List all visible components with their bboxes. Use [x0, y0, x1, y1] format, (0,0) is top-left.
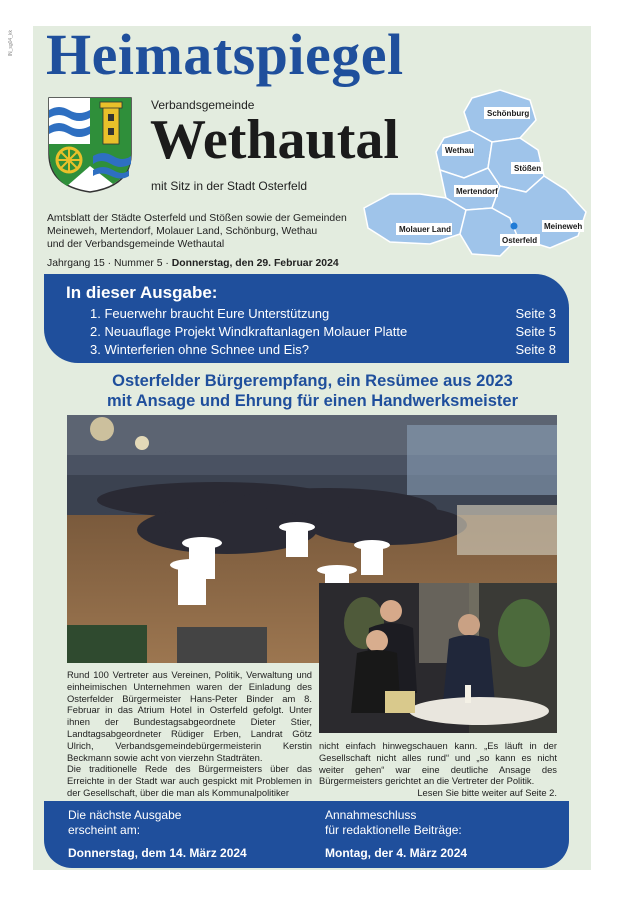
map-label-osterfeld: Osterfeld	[502, 236, 538, 245]
side-print-code: IN_sg04_kk	[8, 30, 14, 57]
next-issue-line: Die nächste Ausgabe	[68, 808, 182, 822]
article-paragraph: Die traditionelle Rede des Bürgermeisters über das Erreichte in der Stadt war auch gespickt mit Problemen in der Gesellschaft, über die man als Kommunalpolitiker	[67, 763, 312, 798]
next-issue-line: erscheint am:	[68, 823, 141, 837]
next-issue-label	[68, 808, 181, 838]
map-label-mertendorf: Mertendorf	[456, 187, 498, 196]
headline-line: mit Ansage und Ehrung für einen Handwerksmeister	[106, 392, 519, 410]
coat-of-arms-icon	[47, 96, 133, 194]
issue-number: Jahrgang 15 · Nummer 5 ·	[47, 258, 172, 269]
map-label-wethau: Wethau	[445, 146, 474, 155]
toc-item[interactable]	[90, 342, 556, 357]
map-label-molauer-land: Molauer Land	[399, 225, 452, 234]
toc-item-page: Seite 8	[515, 342, 556, 357]
amtsblatt-line: und der Verbandsgemeinde Wethautal	[47, 239, 225, 250]
map-label-schoenburg: Schönburg	[487, 109, 530, 118]
masthead-title: Heimatspiegel	[46, 22, 404, 87]
issue-info	[47, 258, 339, 269]
deadline-date: Montag, der 4. März 2024	[325, 846, 468, 860]
headline-line: Osterfelder Bürgerempfang, ein Resümee aus 2023	[112, 372, 513, 390]
amtsblatt-description	[47, 212, 362, 251]
deadline-label	[325, 808, 462, 838]
toc-item-page: Seite 3	[515, 306, 556, 321]
toc-item-label: 1. Feuerwehr braucht Eure Unterstützung	[90, 306, 330, 321]
article-headline	[40, 371, 585, 411]
toc-item[interactable]	[90, 324, 556, 339]
toc-item-label: 3. Winterferien ohne Schnee und Eis?	[90, 342, 309, 357]
verbandsgemeinde-label: Verbandsgemeinde	[151, 98, 255, 112]
seat-label: mit Sitz in der Stadt Osterfeld	[151, 179, 308, 193]
toc-title: In dieser Ausgabe:	[66, 283, 218, 302]
footer-box	[44, 801, 569, 868]
deadline-line: Annahmeschluss	[325, 808, 417, 822]
map-region-molauer-land	[364, 194, 466, 244]
map-label-stoessen: Stößen	[514, 164, 542, 173]
toc-item[interactable]	[90, 306, 556, 321]
next-issue-date: Donnerstag, dem 14. März 2024	[68, 846, 247, 860]
amtsblatt-line: Amtsblatt der Städte Osterfeld und Stößen sowie der Gemeinden	[47, 213, 347, 224]
municipality-name: Wethautal	[150, 109, 399, 171]
toc-item-page: Seite 5	[515, 324, 556, 339]
article-body-left	[67, 669, 312, 799]
continue-link[interactable]: Lesen Sie bitte weiter auf Seite 2.	[417, 787, 557, 799]
issue-date: Donnerstag, den 29. Februar 2024	[171, 258, 339, 269]
table-of-contents	[44, 274, 569, 363]
map-marker-osterfeld	[511, 223, 518, 230]
award-ceremony-photo	[319, 583, 557, 733]
toc-item-label: 2. Neuauflage Projekt Windkraftanlagen Molauer Platte	[90, 324, 408, 339]
article-paragraph: nicht einfach hinwegschauen kann. „Es läuft in der Gesellschaft nicht alles rund“ und „so kann es nicht weiter gehen“ war eine deutliche Ansage des Bürgermeisters gerichtet an die Vertreter der Politik.	[319, 740, 557, 787]
article-paragraph: Rund 100 Vertreter aus Vereinen, Politik, Verwaltung und einheimischen Unternehmen waren der Einladung des Osterfelder Bürgermeister Hans-Peter Binder am 8. Februar in das Atrium Hotel in Osterfeld gefolgt. Unter ihnen der Bundestagsabgeordnete Dieter Stier, Landtagsabgeordneter Rüdiger Erben, Landrat Götz Ulrich, Verbandsgemeindebürgermeisterin Kerstin Beckmann sowie acht von vierzehn Stadträten.	[67, 669, 312, 763]
article-body-right	[319, 740, 557, 799]
deadline-line: für redaktionelle Beiträge:	[325, 823, 462, 837]
amtsblatt-line: Meineweh, Mertendorf, Molauer Land, Schönburg, Wethau	[47, 226, 318, 237]
region-map	[360, 86, 590, 262]
map-label-meineweh: Meineweh	[544, 222, 583, 231]
